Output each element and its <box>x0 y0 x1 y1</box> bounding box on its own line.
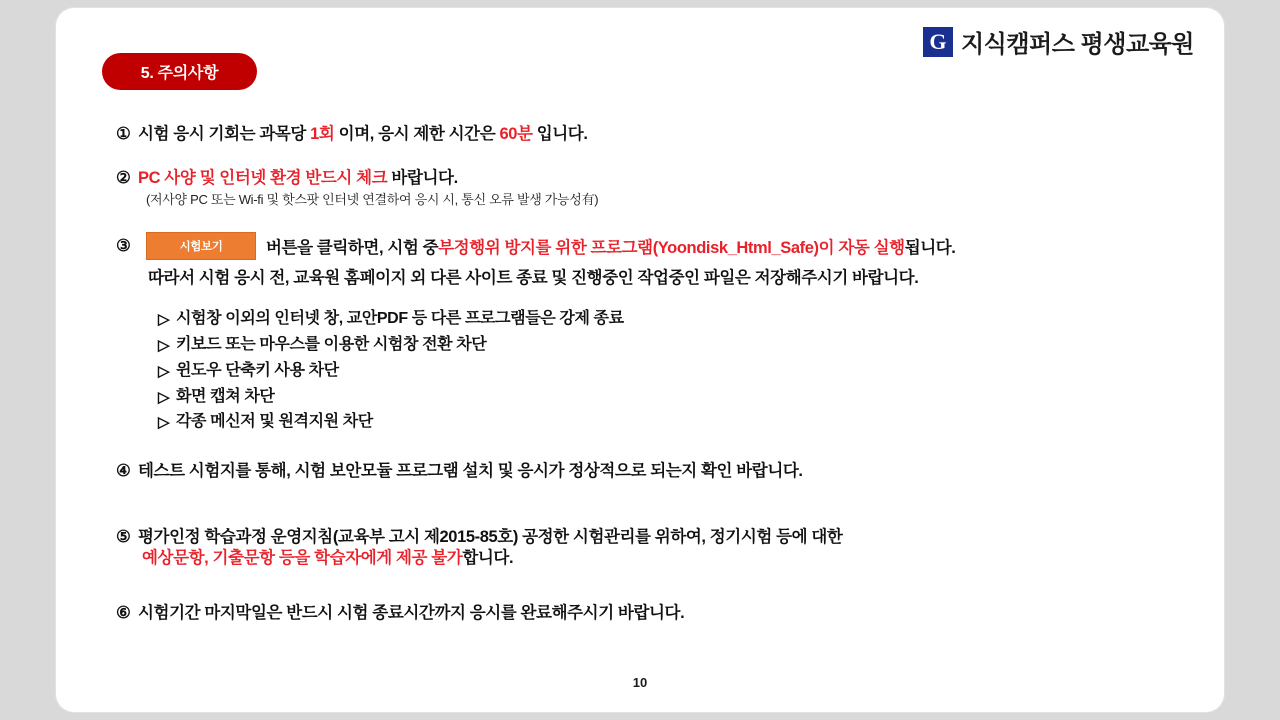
notice-item-2-number: ② <box>116 169 131 187</box>
notice-item-5-text-b: 합니다. <box>462 549 514 568</box>
list-item <box>158 306 1206 332</box>
notice-item-5 <box>116 523 1206 571</box>
notice-item-1-highlight-b: 60분 <box>499 125 533 143</box>
triangle-bullet-icon <box>158 313 167 325</box>
notice-item-1 <box>116 120 1206 144</box>
notice-item-6 <box>116 599 1206 623</box>
notice-item-5-highlight: 예상문항, 기출문항 등을 학습자에게 제공 불가 <box>142 549 463 568</box>
list-item <box>158 358 1206 384</box>
list-item <box>158 384 1206 410</box>
take-exam-button[interactable]: 시험보기 <box>146 232 256 260</box>
notice-item-1-highlight-a: 1회 <box>310 125 335 143</box>
list-item <box>158 332 1206 358</box>
notice-item-3-text-b: 이 자동 실행 <box>818 238 905 257</box>
section-title-badge: 5. 주의사항 <box>102 53 257 90</box>
list-item-label: 윈도우 단축키 사용 차단 <box>176 361 339 379</box>
slide-body <box>116 120 1206 643</box>
notice-item-3-number: ③ <box>116 236 131 255</box>
notice-item-3-text-a: 버튼을 클릭하면, 시험 중 <box>266 238 439 257</box>
notice-item-3-row <box>116 232 1206 260</box>
notice-item-5-number: ⑤ <box>116 528 131 547</box>
logo-mark-icon: G <box>923 27 953 57</box>
triangle-bullet-icon <box>158 391 167 403</box>
notice-item-5-line2 <box>142 547 1206 571</box>
notice-item-2-note: (저사양 PC 또는 Wi-fi 및 핫스팟 인터넷 연결하여 응시 시, 통신 오류 발생 가능성有) <box>146 192 599 207</box>
list-item-label: 각종 메신저 및 원격지원 차단 <box>176 413 373 431</box>
notice-item-3-highlight: 부정행위 방지를 위한 프로그램(Yoondisk_Html_Safe) <box>438 238 819 257</box>
triangle-bullet-icon <box>158 365 167 377</box>
notice-item-2-text: 바랍니다. <box>387 169 458 187</box>
list-item-label: 화면 캡쳐 차단 <box>176 387 275 405</box>
list-item-label: 시험창 이외의 인터넷 창, 교안PDF 등 다른 프로그램들은 강제 종료 <box>176 309 624 327</box>
notice-item-3-text-c: 됩니다. <box>904 238 956 257</box>
notice-item-5-text-a: 평가인정 학습과정 운영지침(교육부 고시 제2015-85호) 공정한 시험관리를 위하여, 정기시험 등에 대한 <box>138 528 843 547</box>
notice-item-1-text-a: 시험 응시 기회는 과목당 <box>138 125 311 143</box>
notice-item-4-number: ④ <box>116 462 131 481</box>
notice-item-2-highlight: PC 사양 및 인터넷 환경 반드시 체크 <box>138 169 388 187</box>
notice-item-1-number: ① <box>116 125 131 143</box>
logo-text: 지식캠퍼스 평생교육원 <box>960 31 1194 58</box>
list-item <box>158 409 1206 435</box>
notice-item-1-text-b: 이며, 응시 제한 시간은 <box>334 125 500 143</box>
triangle-bullet-icon <box>158 416 167 428</box>
notice-item-1-text-c: 입니다. <box>532 125 588 143</box>
slide-canvas <box>56 8 1224 712</box>
notice-item-3-line2: 따라서 시험 응시 전, 교육원 홈페이지 외 다른 사이트 종료 및 진행중인 작업중인 파일은 저장해주시기 바랍니다. <box>148 268 919 287</box>
notice-item-3 <box>116 232 1206 288</box>
page-number: 10 <box>632 675 648 690</box>
notice-item-6-number: ⑥ <box>116 604 131 623</box>
brand-logo <box>923 24 1194 59</box>
notice-item-4-text: 테스트 시험지를 통해, 시험 보안모듈 프로그램 설치 및 응시가 정상적으로 되는지 확인 바랍니다. <box>138 462 803 481</box>
notice-item-6-text: 시험기간 마지막일은 반드시 시험 종료시간까지 응시를 완료해주시기 바랍니다. <box>138 604 685 623</box>
list-item-label: 키보드 또는 마우스를 이용한 시험창 전환 차단 <box>176 335 487 353</box>
notice-item-4 <box>116 457 1206 481</box>
notice-item-2 <box>116 164 1206 210</box>
triangle-bullet-icon <box>158 339 167 351</box>
blocked-features-list <box>158 306 1206 436</box>
